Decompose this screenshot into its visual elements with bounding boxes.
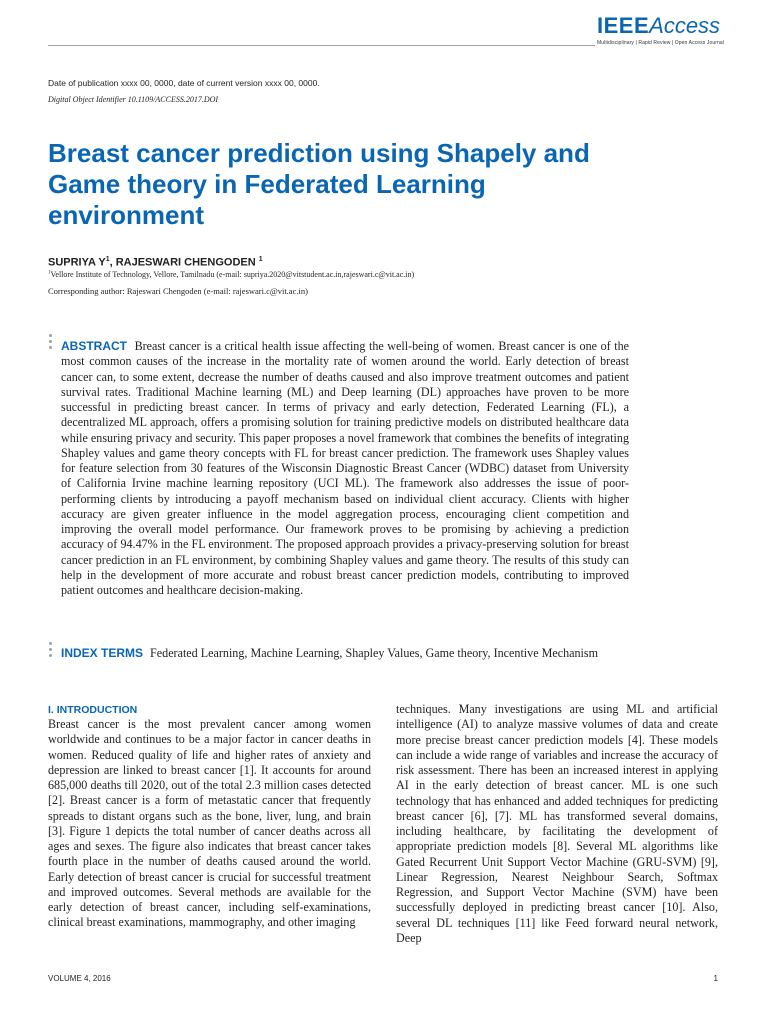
affiliation-text: Vellore Institute of Technology, Vellore, Tamilnadu (e-mail: supriya.2020@vitstudent.ac.in,rajeswari.c@vit.ac.in)	[50, 270, 415, 279]
doi: Digital Object Identifier 10.1109/ACCESS.2017.DOI	[48, 95, 219, 104]
footer-page-number: 1	[713, 974, 718, 983]
logo-tagline: Multidisciplinary | Rapid Review | Open Access Journal	[597, 40, 724, 46]
journal-logo-wordmark	[597, 13, 721, 38]
abstract-marker-dots	[49, 334, 53, 352]
author-1: SUPRIYA Y	[48, 256, 106, 269]
paper-title: Breast cancer prediction using Shapely and Game theory in Federated Learning environment	[48, 138, 590, 230]
index-terms-text: Federated Learning, Machine Learning, Shapley Values, Game theory, Incentive Mechanism	[150, 646, 599, 660]
logo-brand-light: Access	[649, 13, 721, 38]
index-terms	[61, 646, 629, 662]
affiliation	[48, 270, 414, 279]
abstract-heading: ABSTRACT	[61, 339, 127, 353]
author-2: RAJESWARI CHENGODEN	[115, 256, 259, 269]
abstract-text: Breast cancer is a critical health issue affecting the well-being of women. Breast cancer is one of the most common causes of the increase in the mortality rate of women around the world. Early detection of breast cancer can, to some extent, decrease the number of deaths caused and also improve treatment outcomes and patient survival rates. Traditional Machine learning (ML) and Deep learning (DL) approaches have proven to be more successful in predicting breast cancer. In terms of privacy and early detection, Federated Learning (FL), a decentralized ML approach, offers a promising solution for training predictive models on distributed healthcare data while ensuring privacy and security. This paper proposes a novel framework that combines the benefits of integrating Shapley values and game theory concepts with FL for breast cancer prediction. The framework uses Shapley values for feature selection from 30 features of the Wisconsin Diagnostic Breast Cancer (WDBC) dataset from University of California Irvine machine learning repository (UCI ML). The framework also addresses the issue of poor-performing clients by introducing a payoff mechanism based on individual client accuracy. Clients with higher accuracy are given greater influence in the model aggregation process, encouraging client competition and improving the overall model performance. Our framework proves to be promising by achieving a prediction accuracy of 94.47% in the FL environment. The proposed approach provides a privacy-preserving solution for breast cancer prediction in an FL environment, by combining Shapley values and game theory. The results of this study can help in the development of more accurate and robust breast cancer prediction models, contributing to improved patient outcomes and healthcare decision-making.	[61, 339, 629, 597]
section-heading-introduction: I. INTRODUCTION	[48, 704, 138, 716]
logo-brand-bold: IEEE	[597, 13, 650, 38]
publication-date: Date of publication xxxx 00, 0000, date of current version xxxx 00, 0000.	[48, 78, 320, 88]
corresponding-author: Corresponding author: Rajeswari Chengoden (e-mail: rajeswari.c@vit.ac.in)	[48, 286, 308, 296]
journal-logo	[597, 13, 724, 54]
author-separator: ,	[109, 256, 116, 269]
introduction-right-column: techniques. Many investigations are using ML and artificial intelligence (AI) to analyze massive volumes of data and create more precise breast cancer prediction models [4]. These models can include a wide range of variables and increase the accuracy of risk assessment. There has been an increased interest in applying AI in the early detection of breast cancer. ML is one such technology that has enhanced and added techniques for predicting breast cancer [6], [7]. ML has transformed several domains, including healthcare, by facilitating the development of appropriate prediction models [8]. Several ML algorithms like Gated Recurrent Unit Support Vector Machine (GRU-SVM) [9], Linear Regression, Nearest Neighbour Search, Softmax Regression, and Support Vector Machine (SVM) have been successfully deployed in predicting breast cancer [10]. Also, several DL techniques [11] like Feed forward neural network, Deep	[396, 702, 718, 945]
affiliation-mark: 1	[48, 270, 51, 276]
index-terms-marker-dots	[49, 642, 53, 660]
footer-volume: VOLUME 4, 2016	[48, 974, 111, 983]
author-1-affil-mark: 1	[105, 256, 110, 263]
introduction-left-column: Breast cancer is the most prevalent cancer among women worldwide and continues to be a major factor in cancer deaths in women. Reduced quality of life and higher rates of anxiety and depression are linked to breast cancer [1]. It accounts for around 685,000 deaths till 2020, out of the total 2.3 million cases detected [2]. Breast cancer is a form of metastatic cancer that frequently spreads to distant organs such as the bone, liver, lung, and brain [3]. Figure 1 depicts the total number of cancer deaths across all ages and sexes. The figure also indicates that breast cancer takes fourth place in the number of deaths caused around the world. Early detection of breast cancer is crucial for successful treatment and improved outcomes. Several methods are available for the early detection of breast cancer, including self-examinations, clinical breast examinations, mammography, and other imaging	[48, 717, 371, 930]
author-list	[48, 256, 263, 269]
author-2-affil-mark: 1	[258, 256, 263, 263]
index-terms-heading: INDEX TERMS	[61, 646, 144, 660]
header-rule	[48, 45, 595, 46]
abstract	[61, 339, 629, 598]
